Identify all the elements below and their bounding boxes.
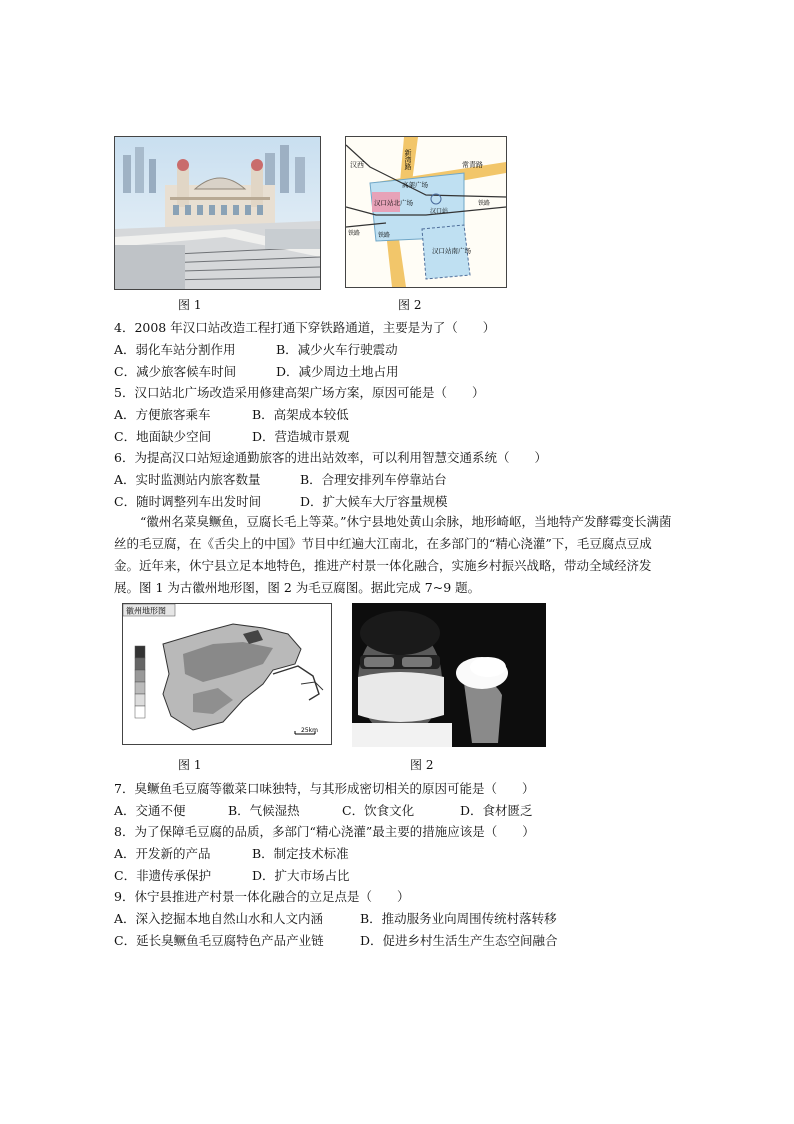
q5-option-d: D．营造城市景观 xyxy=(252,429,350,444)
map-label-road1: 新湾路 xyxy=(404,149,412,170)
map-label-hanxi: 汉西 xyxy=(350,161,364,169)
map-label-road2: 常青路 xyxy=(462,161,483,169)
map-label-south-plaza: 汉口站南广场 xyxy=(432,247,471,255)
huizhou-terrain-map xyxy=(122,603,332,745)
q7-stem: 7．臭鳜鱼毛豆腐等徽菜口味独特，与其形成密切相关的原因可能是（ ） xyxy=(114,781,535,796)
q9-stem: 9．休宁县推进产村景一体化融合的立足点是（ ） xyxy=(114,889,410,904)
mao-doufu-photo xyxy=(352,603,546,747)
map-label-viaduct: 高架广场 xyxy=(402,181,428,189)
q6-stem: 6．为提高汉口站短途通勤旅客的进出站效率，可以利用智慧交通系统（ ） xyxy=(114,450,547,465)
q7-option-c: C．饮食文化 xyxy=(342,803,415,818)
top-fig2-caption: 图 2 xyxy=(398,298,422,312)
hankou-station-map xyxy=(345,136,507,288)
q6-option-d: D．扩大候车大厅容量规模 xyxy=(300,494,448,509)
q9-option-b: B．推动服务业向周围传统村落转移 xyxy=(360,911,557,926)
map-label-station: 汉口站 xyxy=(430,208,449,215)
q8-option-d: D．扩大市场占比 xyxy=(252,868,350,883)
q8-option-a: A．开发新的产品 xyxy=(114,846,211,861)
mid-fig1-caption: 图 1 xyxy=(178,758,202,772)
q4-option-d: D．减少周边土地占用 xyxy=(276,364,399,379)
q6-option-a: A．实时监测站内旅客数量 xyxy=(114,472,261,487)
q4-option-a: A．弱化车站分割作用 xyxy=(114,342,236,357)
q8-option-b: B．制定技术标准 xyxy=(252,846,349,861)
q7-option-a: A．交通不便 xyxy=(114,803,186,818)
passage-text: “徽州名菜臭鳜鱼，豆腐长毛上等菜。”休宁县地处黄山余脉，地形崎岖，当地特产发酵霉变长满菌丝的毛豆腐，在《舌尖上的中国》节目中红遍大江南北，在多部门的“精心浇灌”下，毛豆腐点豆成金。近年来，休宁县立足本地特色，推进产村景一体化融合，实施乡村振兴战略，带动全域经济发展。图 1 为古徽州地形图，图 2 为毛豆腐图。据此完成 7~9 题。 xyxy=(114,514,672,595)
q4-option-c: C．减少旅客候车时间 xyxy=(114,364,237,379)
q7-option-d: D．食材匮乏 xyxy=(460,803,533,818)
map-label-north-plaza: 汉口站北广场 xyxy=(374,199,413,207)
q9-option-d: D．促进乡村生活生产生态空间融合 xyxy=(360,933,558,948)
q4-option-b: B．减少火车行驶震动 xyxy=(276,342,398,357)
q5-option-c: C．地面缺少空间 xyxy=(114,429,212,444)
terrain-map-scale: 25km xyxy=(301,727,318,734)
q9-option-c: C．延长臭鳜鱼毛豆腐特色产品产业链 xyxy=(114,933,324,948)
q5-option-a: A．方便旅客乘车 xyxy=(114,407,211,422)
hankou-station-photo xyxy=(114,136,321,290)
q5-stem: 5．汉口站北广场改造采用修建高架广场方案，原因可能是（ ） xyxy=(114,385,485,400)
q8-option-c: C．非遗传承保护 xyxy=(114,868,212,883)
q4-stem: 4．2008 年汉口站改造工程打通下穿铁路通道，主要是为了（ ） xyxy=(114,320,496,335)
top-fig1-caption: 图 1 xyxy=(178,298,202,312)
q6-option-b: B．合理安排列车停靠站台 xyxy=(300,472,447,487)
terrain-map-title: 徽州地形图 xyxy=(126,606,166,616)
map-label-rail2: 铁路 xyxy=(378,232,391,239)
map-label-rail1: 铁路 xyxy=(348,230,361,237)
mid-fig2-caption: 图 2 xyxy=(410,758,434,772)
q5-option-b: B．高架成本较低 xyxy=(252,407,349,422)
q7-option-b: B．气候湿热 xyxy=(228,803,300,818)
q9-option-a: A．深入挖掘本地自然山水和人文内涵 xyxy=(114,911,324,926)
q8-stem: 8．为了保障毛豆腐的品质，多部门“精心浇灌”最主要的措施应该是（ ） xyxy=(114,824,535,839)
map-label-rail3: 铁路 xyxy=(478,200,491,207)
q6-option-c: C．随时调整列车出发时间 xyxy=(114,494,262,509)
